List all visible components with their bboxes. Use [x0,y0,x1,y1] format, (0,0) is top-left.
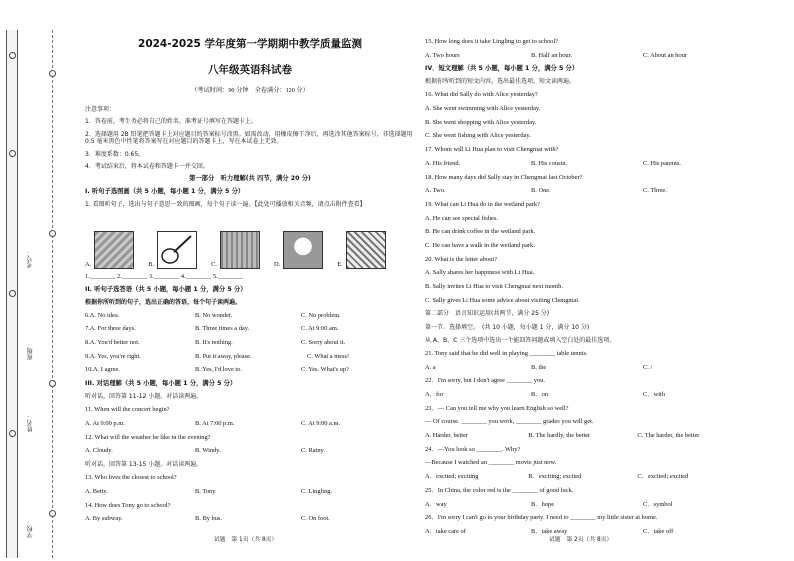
option: C. Sally gives Li Hua some advice about visiting Chengmai. [425,296,580,304]
option: C. What a mess! [307,352,350,360]
notice-block [85,106,415,171]
option: C. About an hour [643,51,688,59]
option: A. He can see special fishes. [425,214,498,222]
option: C. No problem. [301,311,341,319]
option: B. He can drink coffee in the wetland park. [425,228,536,236]
option: B. Tony. [195,487,217,495]
option: A. She went swimming with Alice yesterday. [425,105,541,113]
question-16: 16. What did Sally do with Alice yesterday? [425,91,538,99]
option: C. Yes. What's up? [301,366,349,374]
class-field-label: 班级： [27,342,34,360]
option: C．take off [643,527,674,535]
option: B. Three times a day. [195,325,250,333]
question-12-options [85,447,415,455]
picture-label: C. [211,260,217,268]
part1-title: 第一部分 听力理解(共 四节，满分 20 分) [189,175,311,183]
question-24: 24．—You look so ________. Why? [425,445,521,453]
option: C. Lingling. [301,487,333,495]
left-column [85,38,415,529]
option: A．take care of [425,527,466,535]
question-21-options [425,364,725,372]
option: B. Windy. [195,447,221,455]
option: C. Rainy. [301,447,325,455]
question-25-options [425,501,725,509]
question-row [85,366,415,374]
option: B. One. [531,187,551,195]
question-13-options [85,488,415,496]
question-18: 18. How many days did Sally stay in Chengmai last October? [425,173,583,181]
binding-hole [9,150,16,157]
option: A. By subway. [85,515,123,523]
section2-title: II. 听句子选答语（共 5 小题，每小题 1 分，满分 5 分） [85,285,247,293]
exam-title: 2024-2025 学年度第一学期期中教学质量监测 [138,38,362,50]
question-23: 23．— Can you tell me why you learn English so well? [425,404,569,412]
page-footer-right: 试题 第 2页（共 8页） [549,537,613,543]
option: 6.A. No idea. [85,311,120,319]
question-17: 17. Whom will Li Hua plan to visit Chengmai with? [425,146,559,154]
question-11-options [85,420,415,428]
option: C. Sorry about it. [301,339,346,347]
question-18-options [425,187,725,195]
picture-option-c [211,231,260,269]
option: A. Two hours [425,51,460,59]
classroom-image [94,231,134,269]
school-field-label: 学校： [27,520,34,538]
part2-section1: 第一节．选择填空。 (共 10 小题，每小题 1 分，满分 10 分) [425,323,590,331]
option: 9.A. Yes, you're right. [85,352,141,360]
picture-option-e [337,231,386,269]
option: C. At 9:00 a.m. [301,419,341,427]
question-15: 15. How long does it take Lingling to get to school? [425,38,558,45]
question-12: 12. What will the weather be like in the evening? [85,433,211,441]
cut-line [52,30,53,558]
option: B．exciting; excited [528,473,582,481]
question-25: 25．In China, the color red is the ________ of good luck. [425,486,574,494]
option: A. Harder, better [425,432,469,440]
city-image [220,231,260,269]
binding-hole [49,510,56,517]
picture-option-b [148,231,197,269]
option: 10.A. I agree. [85,366,120,374]
option: B. Half an hour. [531,51,572,59]
option: A. Cloudy. [85,447,113,455]
option: C. / [643,363,653,371]
option: A. a [425,363,436,371]
sports-image [346,231,386,269]
question-14: 14. How does Tony go to school? [85,501,171,509]
notice-item: 2．选择题用 2B 铅笔把答题卡上对应题目的答案标号涂黑。如需改动，用橡皮擦干净后，再选涂其他答案标号，非选择题用 0.5 毫米黑色中性笔将答案写在对应题目的答题卡上，写在本试卷上无效。 [85,130,413,146]
option: B. It's nothing. [195,339,233,347]
question-row [85,353,415,361]
option: B．take away [531,527,568,535]
option: B. No wonder. [195,311,233,319]
option: A．for [425,391,444,399]
notice-item: 3．难度系数：0.65。 [85,150,145,158]
question-15-options [425,52,725,60]
question-22-options [425,391,725,399]
option: 8.A. You'd better not. [85,339,140,347]
picture-label: D. [273,260,281,268]
answer-blanks: 1.________ 2.________ 3.________ 4.________ 5.________ [85,272,244,280]
option: B．on [531,391,549,399]
option: C. His parents. [643,159,681,167]
section3-instructions: 听对话，回答第 11-12 小题。对话读两遍。 [85,393,203,401]
option: 7.A. For three days. [85,325,136,333]
option: B. the [531,363,547,371]
option: B. The hardly, the better [528,432,591,440]
option: B. Sally invites Li Hua to visit Chengmai next month. [425,283,563,291]
option: C. On foot. [301,515,330,523]
question-26: 26．I'm sorry I can't go to your birthday party. I need to ________ my little sister at home. [425,514,658,522]
binding-hole [9,52,16,59]
option: C. Three. [643,187,667,195]
part2-instructions: 从 A、B、C 三个选项中选出一个能回答问题或填入空白处的最佳选项。 [425,336,616,344]
option: A. Sally shares her happiness with Li Hua. [425,269,535,277]
option: A. Betty. [85,487,108,495]
guitar-image [157,231,197,269]
option: C．symbol [643,500,673,508]
option: C．with [643,391,666,399]
option: C. He can have a walk in the wetland park. [425,241,535,249]
binding-hole [9,290,16,297]
question-14-options [85,515,415,523]
notice-item: 1．答卷前，考生务必将自己的姓名、准考证号填写在答题卡上。 [85,118,257,126]
question-23-options [425,432,725,440]
option: B. By bus. [195,515,222,523]
picture-row [85,223,415,269]
section2-instructions: 根据你所听到的句子，选出正确的答语，每个句子读两遍。 [85,298,242,306]
option: B. Yes, I'd love to. [195,366,242,374]
exam-subtitle: 八年级英语科试卷 [208,64,292,77]
binding-strip [2,30,66,558]
picture-option-a [85,231,134,269]
section3-instructions-2: 听对话，回答第 13-15 小题。对话读两遍。 [85,460,203,468]
option: B. She went shopping with Alice yesterday. [425,118,537,126]
question-23-reply: — Of course. ________ you work, ________ grades you will get. [425,418,594,426]
option: B. At 7:00 p.m. [195,419,235,427]
question-24-reply: —Because I watched an ________ movie just now. [425,459,557,467]
option: A．excited; exciting [425,473,479,481]
question-row [85,312,415,320]
option: C．excited; excited [637,473,689,481]
option: B. Put it away, please. [195,352,252,360]
question-11: 11. When will the concert begin? [85,406,170,414]
option: B．hope [531,500,555,508]
option: C. At 9:00 am. [301,325,339,333]
notice-item: 4．考试结束后，将本试卷和答题卡一并交回。 [85,163,209,171]
option: A. Two. [425,187,446,195]
binding-hole [49,380,56,387]
section4-instructions: 根据你所听到的短文内容，选出最佳选项。短文读两遍。 [425,78,576,86]
picture-label: A. [85,260,92,268]
question-17-options [425,160,725,168]
binding-hole [49,230,56,237]
notice-heading: 注意事项： [85,106,116,113]
question-13: 13. Who lives the closest to school? [85,474,177,482]
exam-info: （考试时间：90 分钟 全卷满分：120 分） [191,87,309,95]
name-field-label: 姓名： [27,414,34,432]
question-row [85,339,415,347]
section3-title: III. 对话理解（共 5 小题，每小题 1 分，满分 5 分） [85,380,237,388]
option: C. She went fishing with Alice yesterday. [425,132,531,140]
picture-label: B. [148,260,155,268]
cartoon-image [283,231,323,269]
option: B. His cousin. [531,159,568,167]
right-column [425,38,725,542]
picture-label: E. [337,260,343,268]
option: A. His friend. [425,159,461,167]
seat-field-label: 考号： [27,250,34,268]
option: A. At 9:00 p.m. [85,419,125,427]
part2-title: 第二部分 语言知识运用(共两节，满分 25 分) [425,310,550,318]
question-row [85,325,415,333]
section4-title: IV．短文理解（共 5 小题，每小题 1 分，满分 5 分） [425,65,579,73]
picture-option-d [274,231,323,269]
section1-instructions: 1. 看图听句子，选出与句子意思一致的图画，每个句子读一遍。【此处可播放相关音频，请点击附件查看】 [85,201,366,209]
question-19: 19. What can Li Hua do in the wetland park? [425,200,540,208]
question-21: 21. Tony said that he did well in playing ________ table tennis. [425,349,588,357]
binding-hole [9,430,16,437]
question-24-options [425,473,725,481]
option: C. The harder, the better [637,432,700,440]
question-22: 22．I'm sorry, but I don't agree ________ you. [425,377,545,385]
page-footer-left: 试题 第 1页（共 8页） [214,537,278,543]
question-20: 20. What is the letter about? [425,255,497,263]
section1-title: I. 听句子选图画（共 5 小题，每小题 1 分，满分 5 分） [85,188,245,196]
binding-hole [49,70,56,77]
option: A．way [425,500,447,508]
